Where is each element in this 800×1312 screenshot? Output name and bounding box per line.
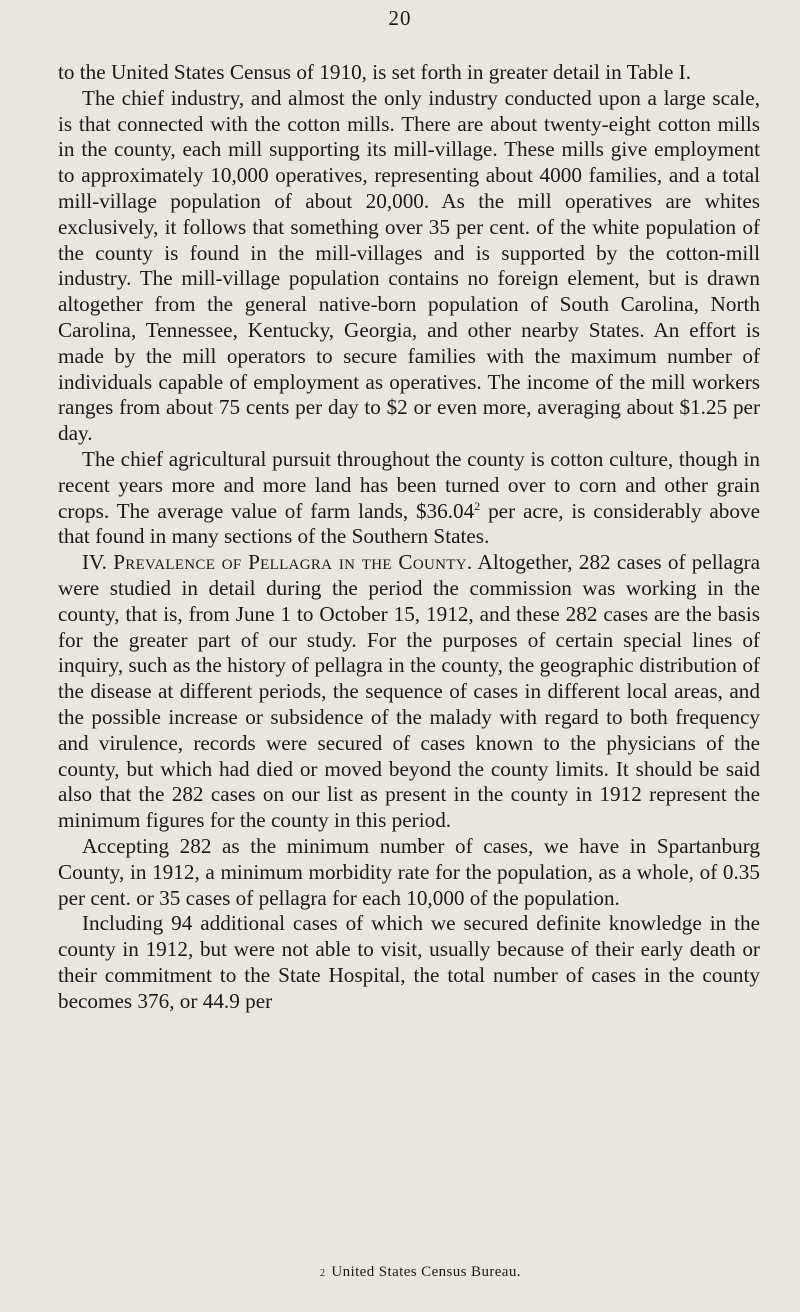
footnote-text: United States Census Bureau. xyxy=(331,1264,521,1280)
paragraph-morbidity-rate: Accepting 282 as the minimum number of cases, we have in Spartanburg County, in 1912, a minimum morbidity rate for the population, as a whole, of 0.35 per cent. or 35 cases of pellagra for each 10,000 of the population. xyxy=(58,833,760,910)
paragraph-continuation: to the United States Census of 1910, is set forth in greater detail in Table I. xyxy=(58,60,692,84)
prevalence-text: Altogether, 282 cases of pellagra were studied in detail during the period the commission was working in the county, that is, from June 1 to October 15, 1912, and these 282 cases are the basis for the greater part of our study. For the purposes of certain special lines of inquiry, such as the history of pellagra in the county, the geographic distribution of the disease at different periods, the sequence of cases in different local areas, and the possible increase or subsidence of the malady with regard to both frequency and virulence, records were secured of cases known to the physicians of the county, but which had died or moved beyond the county limits. It should be said also that the 282 cases on our list as present in the county in 1912 represent the minimum figures for the county in this period. xyxy=(58,550,760,833)
paragraph-prevalence xyxy=(58,550,760,834)
agriculture-text-end: per acre, is considerably above that found in many sections of the Southern States. xyxy=(58,498,760,549)
agriculture-text-start: The chief agricultural pursuit throughout the county is cotton culture, though in recent years more and more land has been turned over to corn and other grain crops. The average value of farm lands, $36.04 xyxy=(58,446,760,523)
paragraph-cotton-mills: The chief industry, and almost the only industry conducted upon a large scale, is that connected with the cotton mills. There are about twenty-eight cotton mills in the county, each mill supporting its mill-village. These mills give employment to approximately 10,000 operatives, representing about 4000 families, and a total mill-village population of about 20,000. As the mill operatives are whites exclusively, it follows that something over 35 per cent. of the white population of the county is found in the mill-villages and is supported by the cotton-mill industry. The mill-village population contains no foreign element, but is drawn altogether from the general native-born population of South Carolina, North Carolina, Tennessee, Kentucky, Georgia, and other nearby States. An effort is made by the mill operators to secure families with the maximum number of individuals capable of employment as operatives. The income of the mill workers ranges from about 75 cents per day to $2 or even more, averaging about $1.25 per day. xyxy=(58,85,760,446)
footnote xyxy=(320,1264,521,1281)
body-text xyxy=(58,60,760,1014)
section-numeral: IV. xyxy=(82,550,107,575)
paragraph-agriculture xyxy=(58,447,760,550)
page-number: 20 xyxy=(388,6,412,30)
footnote-marker: 2 xyxy=(320,1268,326,1279)
section-heading: Prevalence of Pellagra in the County. xyxy=(113,550,473,575)
paragraph-additional-cases: Including 94 additional cases of which we secured definite knowledge in the county in 1912, but were not able to visit, usually because of their early death or their commitment to the State Hospital, the total number of cases in the county becomes 376, or 44.9 per xyxy=(58,911,760,1013)
footnote-reference: 2 xyxy=(474,498,481,513)
